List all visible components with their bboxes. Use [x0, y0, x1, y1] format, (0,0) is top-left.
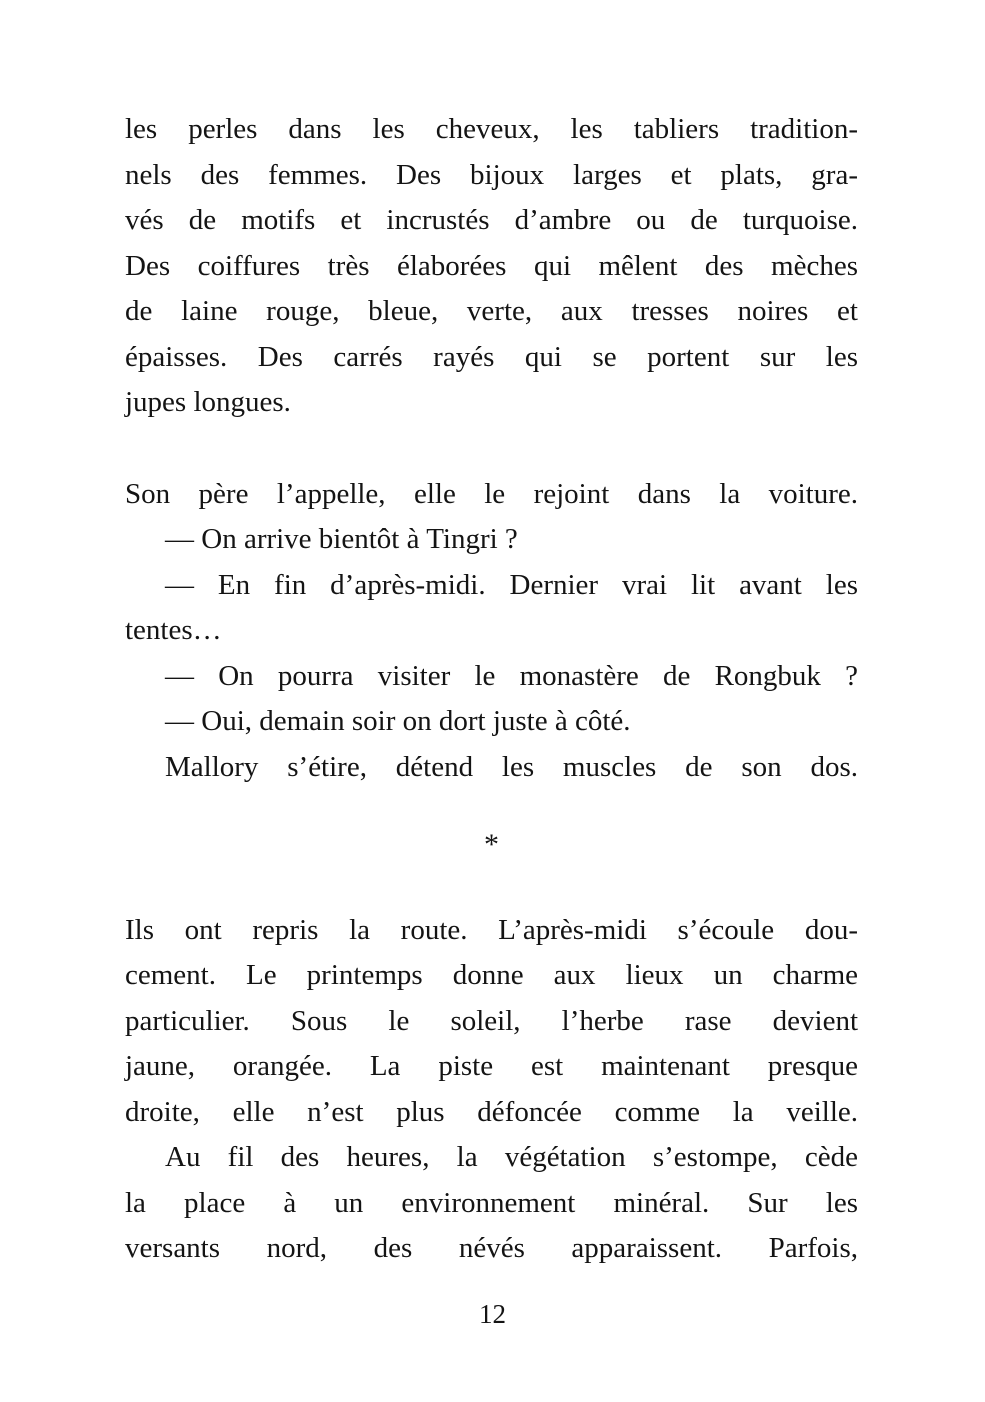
paragraph-route [125, 908, 858, 1272]
text-line: jaune, orangée. La piste est maintenant presque [125, 1050, 858, 1082]
text-line: les perles dans les cheveux, les tabliers tradition- [125, 113, 858, 145]
text-line: Son père l’appelle, elle le rejoint dans la voiture. [125, 477, 858, 510]
text-line: cement. Le printemps donne aux lieux un charme [125, 959, 858, 991]
text-line: Au fil des heures, la végétation s’estompe, cède [165, 1141, 858, 1173]
text-line: versants nord, des névés apparaissent. Parfois, [125, 1232, 858, 1264]
text-line: Des coiffures très élaborées qui mêlent des mèches [125, 249, 858, 282]
text-line: droite, elle n’est plus défoncée comme la veille. [125, 1095, 858, 1128]
text-line: Ils ont repris la route. L’après-midi s’écoule dou- [125, 913, 858, 946]
text-line: particulier. Sous le soleil, l’herbe rase devient [125, 1004, 858, 1037]
text-line: de laine rouge, bleue, verte, aux tresses noires et [125, 295, 858, 327]
text-line: tentes… [125, 614, 222, 646]
text-line: — En fin d’après-midi. Dernier vrai lit avant les [165, 568, 858, 601]
text-line: — On pourra visiter le monastère de Rongbuk ? [165, 659, 858, 692]
text-line: jupes longues. [125, 386, 291, 418]
text-line: vés de motifs et incrustés d’ambre ou de turquoise. [125, 204, 858, 236]
paragraph-dialogue [125, 472, 858, 791]
text-line: Mallory s’étire, détend les muscles de son dos. [165, 750, 858, 783]
text-line: — On arrive bientôt à Tingri ? [165, 523, 518, 555]
page-number: 12 [479, 1299, 506, 1329]
text-line: — Oui, demain soir on dort juste à côté. [165, 705, 631, 737]
text-line: épaisses. Des carrés rayés qui se portent sur les [125, 340, 858, 373]
paragraph-costumes [125, 107, 858, 426]
text-line: nels des femmes. Des bijoux larges et plats, gra- [125, 158, 858, 191]
text-block [125, 107, 858, 1272]
section-separator-asterisk: * [484, 828, 499, 861]
text-line: la place à un environnement minéral. Sur les [125, 1186, 858, 1219]
